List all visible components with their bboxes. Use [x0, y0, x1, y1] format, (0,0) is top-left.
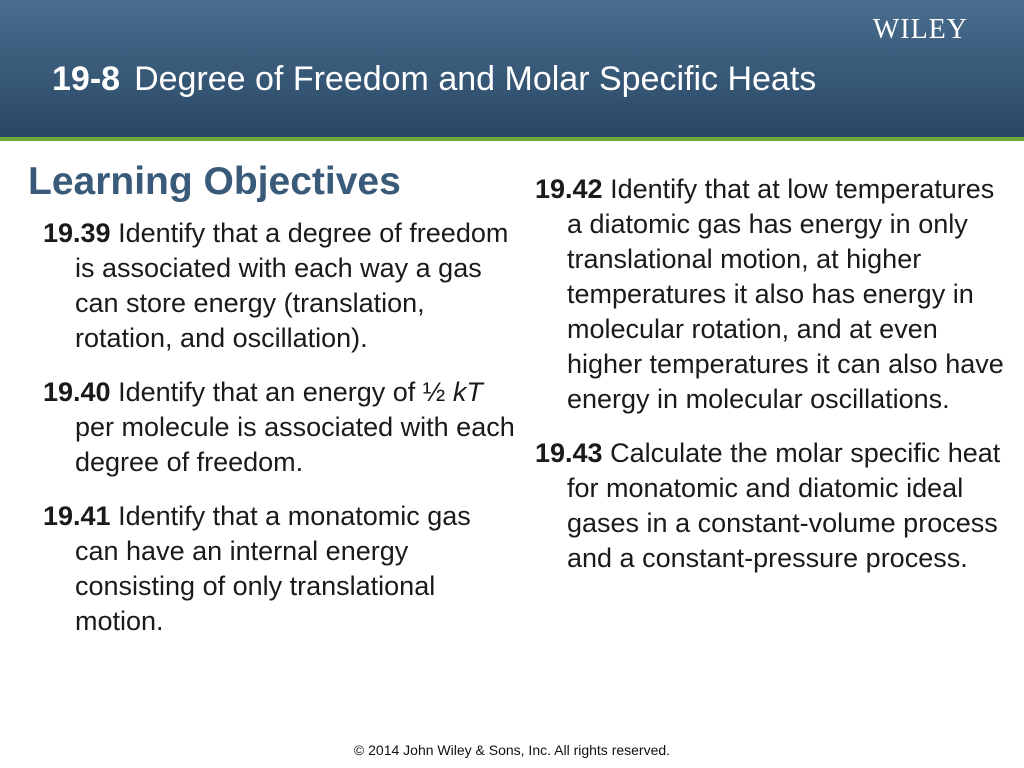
objective-19-42	[535, 172, 1005, 417]
copyright-footer: © 2014 John Wiley & Sons, Inc. All rights reserved.	[353, 742, 671, 758]
learning-objectives-heading: Learning Objectives	[28, 160, 401, 203]
objective-code: 19.39	[43, 218, 111, 248]
objectives-right-column	[535, 172, 1005, 595]
objective-19-41	[43, 499, 521, 639]
section-title: Degree of Freedom and Molar Specific Heats	[134, 60, 817, 98]
objective-19-39	[43, 216, 521, 356]
wiley-logo: WILEY	[872, 14, 968, 45]
objective-text-italic: kT	[452, 377, 483, 407]
objective-19-40	[43, 375, 521, 480]
objective-text: Identify that a monatomic gas can have an internal energy consisting of only translational motion.	[75, 501, 471, 636]
objective-code: 19.42	[535, 174, 603, 204]
objective-code: 19.41	[43, 501, 111, 531]
objectives-left-column	[43, 216, 521, 658]
objective-19-43	[535, 436, 1005, 576]
objective-text: Identify that at low temperatures a diatomic gas has energy in only translational motion, at higher temperatures it also has energy in molecular rotation, and at even higher temperatures it can also have energy in molecular oscillations.	[567, 174, 1004, 414]
objective-code: 19.40	[43, 377, 111, 407]
objective-text: Identify that an energy of ½	[118, 377, 453, 407]
objective-text: Calculate the molar specific heat for monatomic and diatomic ideal gases in a constant-volume process and a constant-pressure process.	[567, 438, 1001, 573]
slide-header	[0, 0, 1024, 137]
slide-title	[52, 60, 816, 99]
objective-text: Identify that a degree of freedom is associated with each way a gas can store energy (translation, rotation, and oscillation).	[75, 218, 509, 353]
objective-code: 19.43	[535, 438, 603, 468]
section-number: 19-8	[52, 60, 121, 98]
objective-text-rest: per molecule is associated with each degree of freedom.	[75, 412, 515, 477]
header-accent-line	[0, 137, 1024, 141]
